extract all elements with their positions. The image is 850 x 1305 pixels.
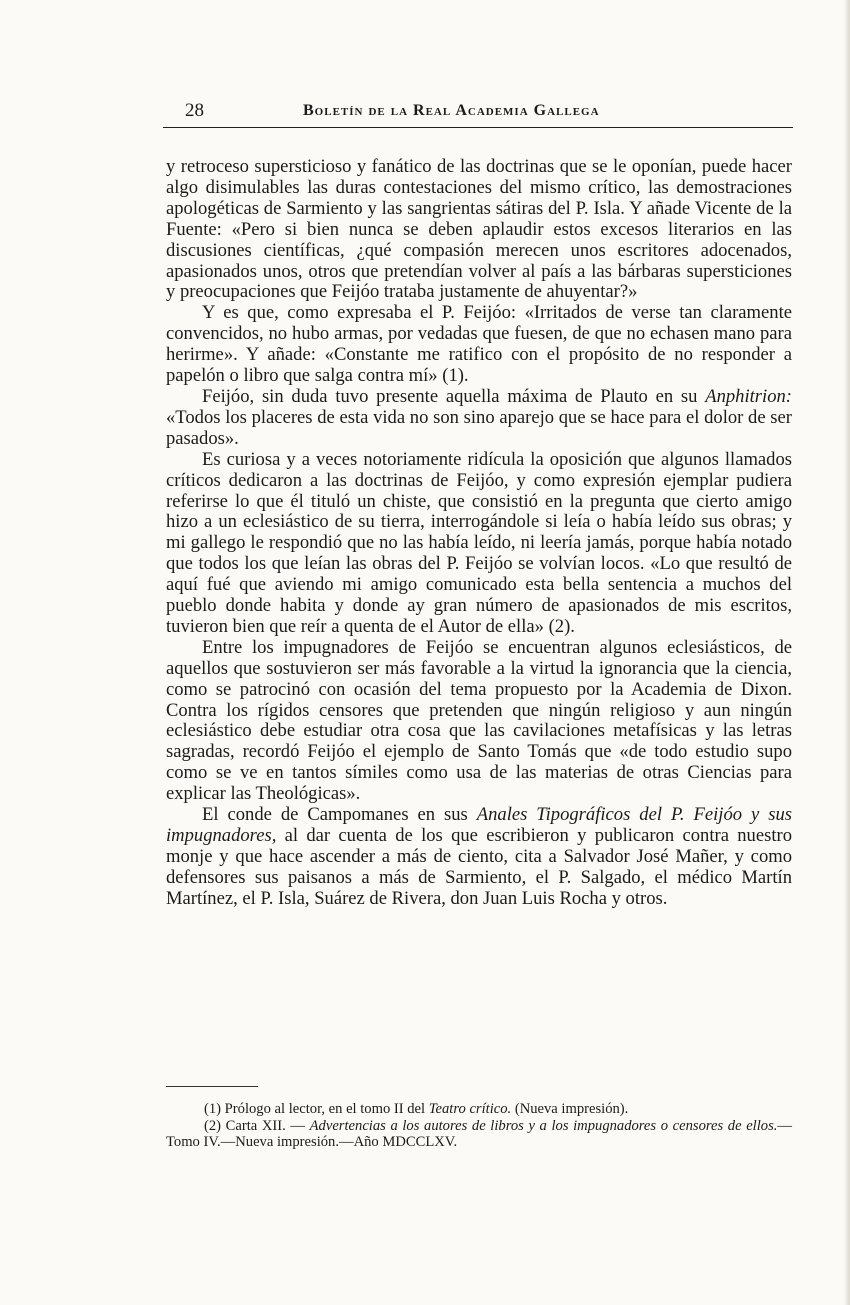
footnote-2-emphasis: Advertencias a los autores de libros y a los impugnadores o censores de ellos. bbox=[309, 1117, 778, 1134]
footnote-2 bbox=[166, 1118, 792, 1151]
footnote-1 bbox=[166, 1101, 792, 1118]
paragraph-6-text-a: El conde de Campomanes en sus bbox=[202, 804, 477, 826]
paragraph-6 bbox=[166, 805, 792, 910]
footnote-rule bbox=[166, 1086, 258, 1087]
page-number: 28 bbox=[185, 100, 204, 121]
footnote-1-emphasis: Teatro crítico. bbox=[428, 1101, 512, 1117]
paragraph-5: Entre los impugnadores de Feijóo se encuentran algunos eclesiásticos, de aquellos que sostuvieron ser más favorable a la virtud la ignorancia que la ciencia, como se patrocinó con ocasión del tema propuesto por la Academia de Dixon. Contra los rígidos censores que pretenden que ningún religioso y aun ningún eclesiástico debe estudiar otra cosa que las cavilaciones metafísicas y las letras sagradas, recordó Feijóo el ejemplo de Santo Tomás que «de todo estudio supo como se ve en tantos símiles como usa de las materias de otras Ciencias para explicar las Theológicas». bbox=[166, 636, 792, 805]
footnote-1-text-b: (Nueva impresión). bbox=[511, 1101, 629, 1117]
paragraph-3 bbox=[166, 387, 792, 450]
page-header bbox=[163, 100, 793, 126]
footnote-2-text-b: —Tomo IV.—Nueva impresión.—Año MDCCLXV. bbox=[166, 1117, 792, 1151]
running-title: Boletín de la Real Academia Gallega bbox=[303, 102, 600, 119]
footnote-2-text-a: (2) Carta XII. — bbox=[204, 1117, 310, 1134]
body-text bbox=[166, 157, 792, 910]
paragraph-3-emphasis: Anphitrion: bbox=[705, 385, 792, 407]
paragraph-2: Y es que, como expresaba el P. Feijóo: «Irritados de verse tan claramente convencidos, no hubo armas, por vedadas que fuesen, de que no echasen mano para herirme». Y añade: «Constante me ratifico con el propósito de no responder a papelón o libro que salga contra mí» (1). bbox=[166, 302, 792, 387]
paragraph-1: y retroceso supersticioso y fanático de las doctrinas que se le oponían, puede hacer algo disimulables las duras contestaciones del mismo crítico, las demostraciones apologéticas de Sarmiento y las sangrientas sátiras del P. Isla. Y añade Vicente de la Fuente: «Pero si bien nunca se deben aplaudir estos excesos literarios en las discusiones científicas, ¿qué compasión merecen unos escritores adocenados, apasionados unos, otros que pretendían volver al país a las bárbaras supersticiones y preocupaciones que Feijóo trataba justamente de ahuyentar?» bbox=[166, 156, 792, 303]
footnotes bbox=[166, 1101, 792, 1151]
paragraph-3-text-b: «Todos los placeres de esta vida no son sino aparejo que se hace para el dolor de ser pasados». bbox=[166, 406, 792, 449]
paragraph-4: Es curiosa y a veces notoriamente ridícula la oposición que algunos llamados críticos dedicaron a las doctrinas de Feijóo, y como expresión ejemplar pudiera referirse lo que él tituló un chiste, que consistió en la pregunta que cierto amigo hizo a un eclesiástico de su tierra, interrogándole si leía o había leído sus obras; y mi gallego le respondió que no las había leído, ni leería jamás, porque había notado que todos los que leían las obras del P. Feijóo se volvían locos. «Lo que resultó de aquí fué que aviendo mi amigo comunicado esta bella sentencia a muchos del pueblo donde habita y donde ay gran número de apasionados de mis escritos, tuvieron bien que reír a quenta de el Autor de ella» (2). bbox=[166, 448, 792, 637]
paragraph-6-text-b: al dar cuenta de los que escribieron y publicaron contra nuestro monje y que hace ascender a más de ciento, cita a Salvador José Mañer, y como defensores sus paisanos a más de Sarmiento, el P. Salgado, el médico Martín Martínez, el P. Isla, Suárez de Rivera, don Juan Luis Rocha y otros. bbox=[166, 825, 792, 909]
header-rule bbox=[163, 127, 793, 128]
paragraph-6-emphasis: Anales Tipográficos del P. Feijóo y sus impugnadores, bbox=[166, 804, 792, 846]
page-edge-shadow bbox=[844, 0, 850, 1305]
paragraph-3-text-a: Feijóo, sin duda tuvo presente aquella máxima de Plauto en su bbox=[202, 385, 706, 407]
footnote-1-text-a: (1) Prólogo al lector, en el tomo II del bbox=[204, 1101, 429, 1117]
